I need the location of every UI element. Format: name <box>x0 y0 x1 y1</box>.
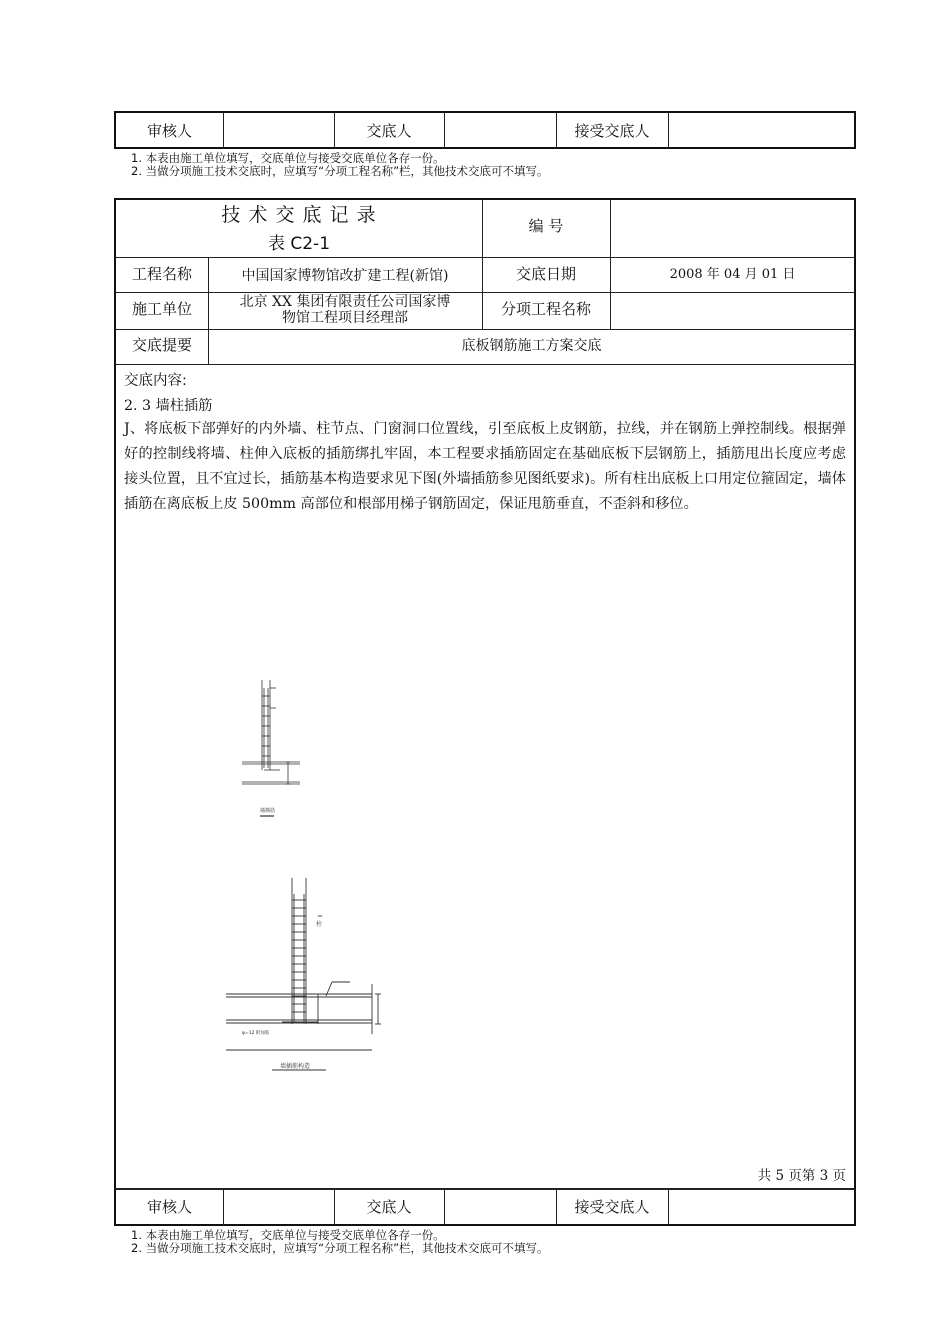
contractor-label: 施工单位 <box>131 300 192 318</box>
content-paragraph-text: J、将底板下部弹好的内外墙、柱节点、门窗洞口位置线，引至底板上皮钢筋，拉线，并在钢筋上弹控制线。根据弹好的控制线将墙、柱伸入底板的插筋绑扎牢固，本工程要求插筋固定在基础底板下层钢筋上，插筋甩出长度应考虑接头位置，且不宜过长，插筋基本构造要求见下图(外墙插筋参见图纸要求)。所有柱出底板上口用定位箍固定，墙体插筋在离底板上皮 500mm 高部位和根部用梯子钢筋固定，保证甩筋垂直，不歪斜和移位。 <box>124 421 846 512</box>
figure2-note: φ=12 附加筋 <box>242 1031 270 1036</box>
section-title: 2. 3 墙柱插筋 <box>124 398 213 414</box>
content-heading: 交底内容: <box>124 373 187 389</box>
summary-label: 交底提要 <box>131 336 192 354</box>
top-signature-row <box>114 111 856 149</box>
figure2-column-label: 柱 <box>316 921 323 928</box>
wall-dowel-figure-2 <box>222 874 392 1074</box>
project-name-label: 工程名称 <box>131 265 192 283</box>
bottom-reviewer-label: 审核人 <box>146 1198 192 1216</box>
date-value[interactable]: 2008 年 04 月 01 日 <box>669 267 796 282</box>
top-note-2: 2. 当做分项施工技术交底时，应填写“分项工程名称”栏，其他技术交底可不填写。 <box>131 164 549 178</box>
number-label: 编 号 <box>528 217 564 235</box>
bottom-note-1: 1. 本表由施工单位填写，交底单位与接受交底单位各存一份。 <box>131 1228 445 1242</box>
top-note-1: 1. 本表由施工单位填写，交底单位与接受交底单位各存一份。 <box>131 151 445 165</box>
top-presenter-label: 交底人 <box>366 122 412 140</box>
date-label: 交底日期 <box>515 265 576 283</box>
top-reviewer-label: 审核人 <box>146 122 192 140</box>
top-receiver-label: 接受交底人 <box>574 122 650 140</box>
form-code: 表 C2-1 <box>267 234 331 254</box>
bottom-receiver-label: 接受交底人 <box>574 1198 650 1216</box>
summary-value[interactable]: 底板钢筋施工方案交底 <box>461 338 602 354</box>
contractor-value-line1[interactable]: 北京 XX 集团有限责任公司国家博 <box>239 294 451 310</box>
subproject-label: 分项工程名称 <box>500 300 591 318</box>
bottom-note-2: 2. 当做分项施工技术交底时，应填写“分项工程名称”栏，其他技术交底可不填写。 <box>131 1241 549 1255</box>
content-paragraph <box>124 417 846 517</box>
project-name-value[interactable]: 中国国家博物馆改扩建工程(新馆) <box>241 268 449 284</box>
form-title: 技 术 交 底 记 录 <box>221 204 377 226</box>
figure1-caption: 墙插筋 <box>260 808 276 814</box>
page-info: 共 5 页第 3 页 <box>757 1168 846 1184</box>
bottom-presenter-label: 交底人 <box>366 1198 412 1216</box>
wall-dowel-figure-1 <box>240 678 330 820</box>
figure2-caption: 墙插筋构造 <box>280 1063 311 1070</box>
contractor-value-line2[interactable]: 物馆工程项目经理部 <box>282 310 408 326</box>
